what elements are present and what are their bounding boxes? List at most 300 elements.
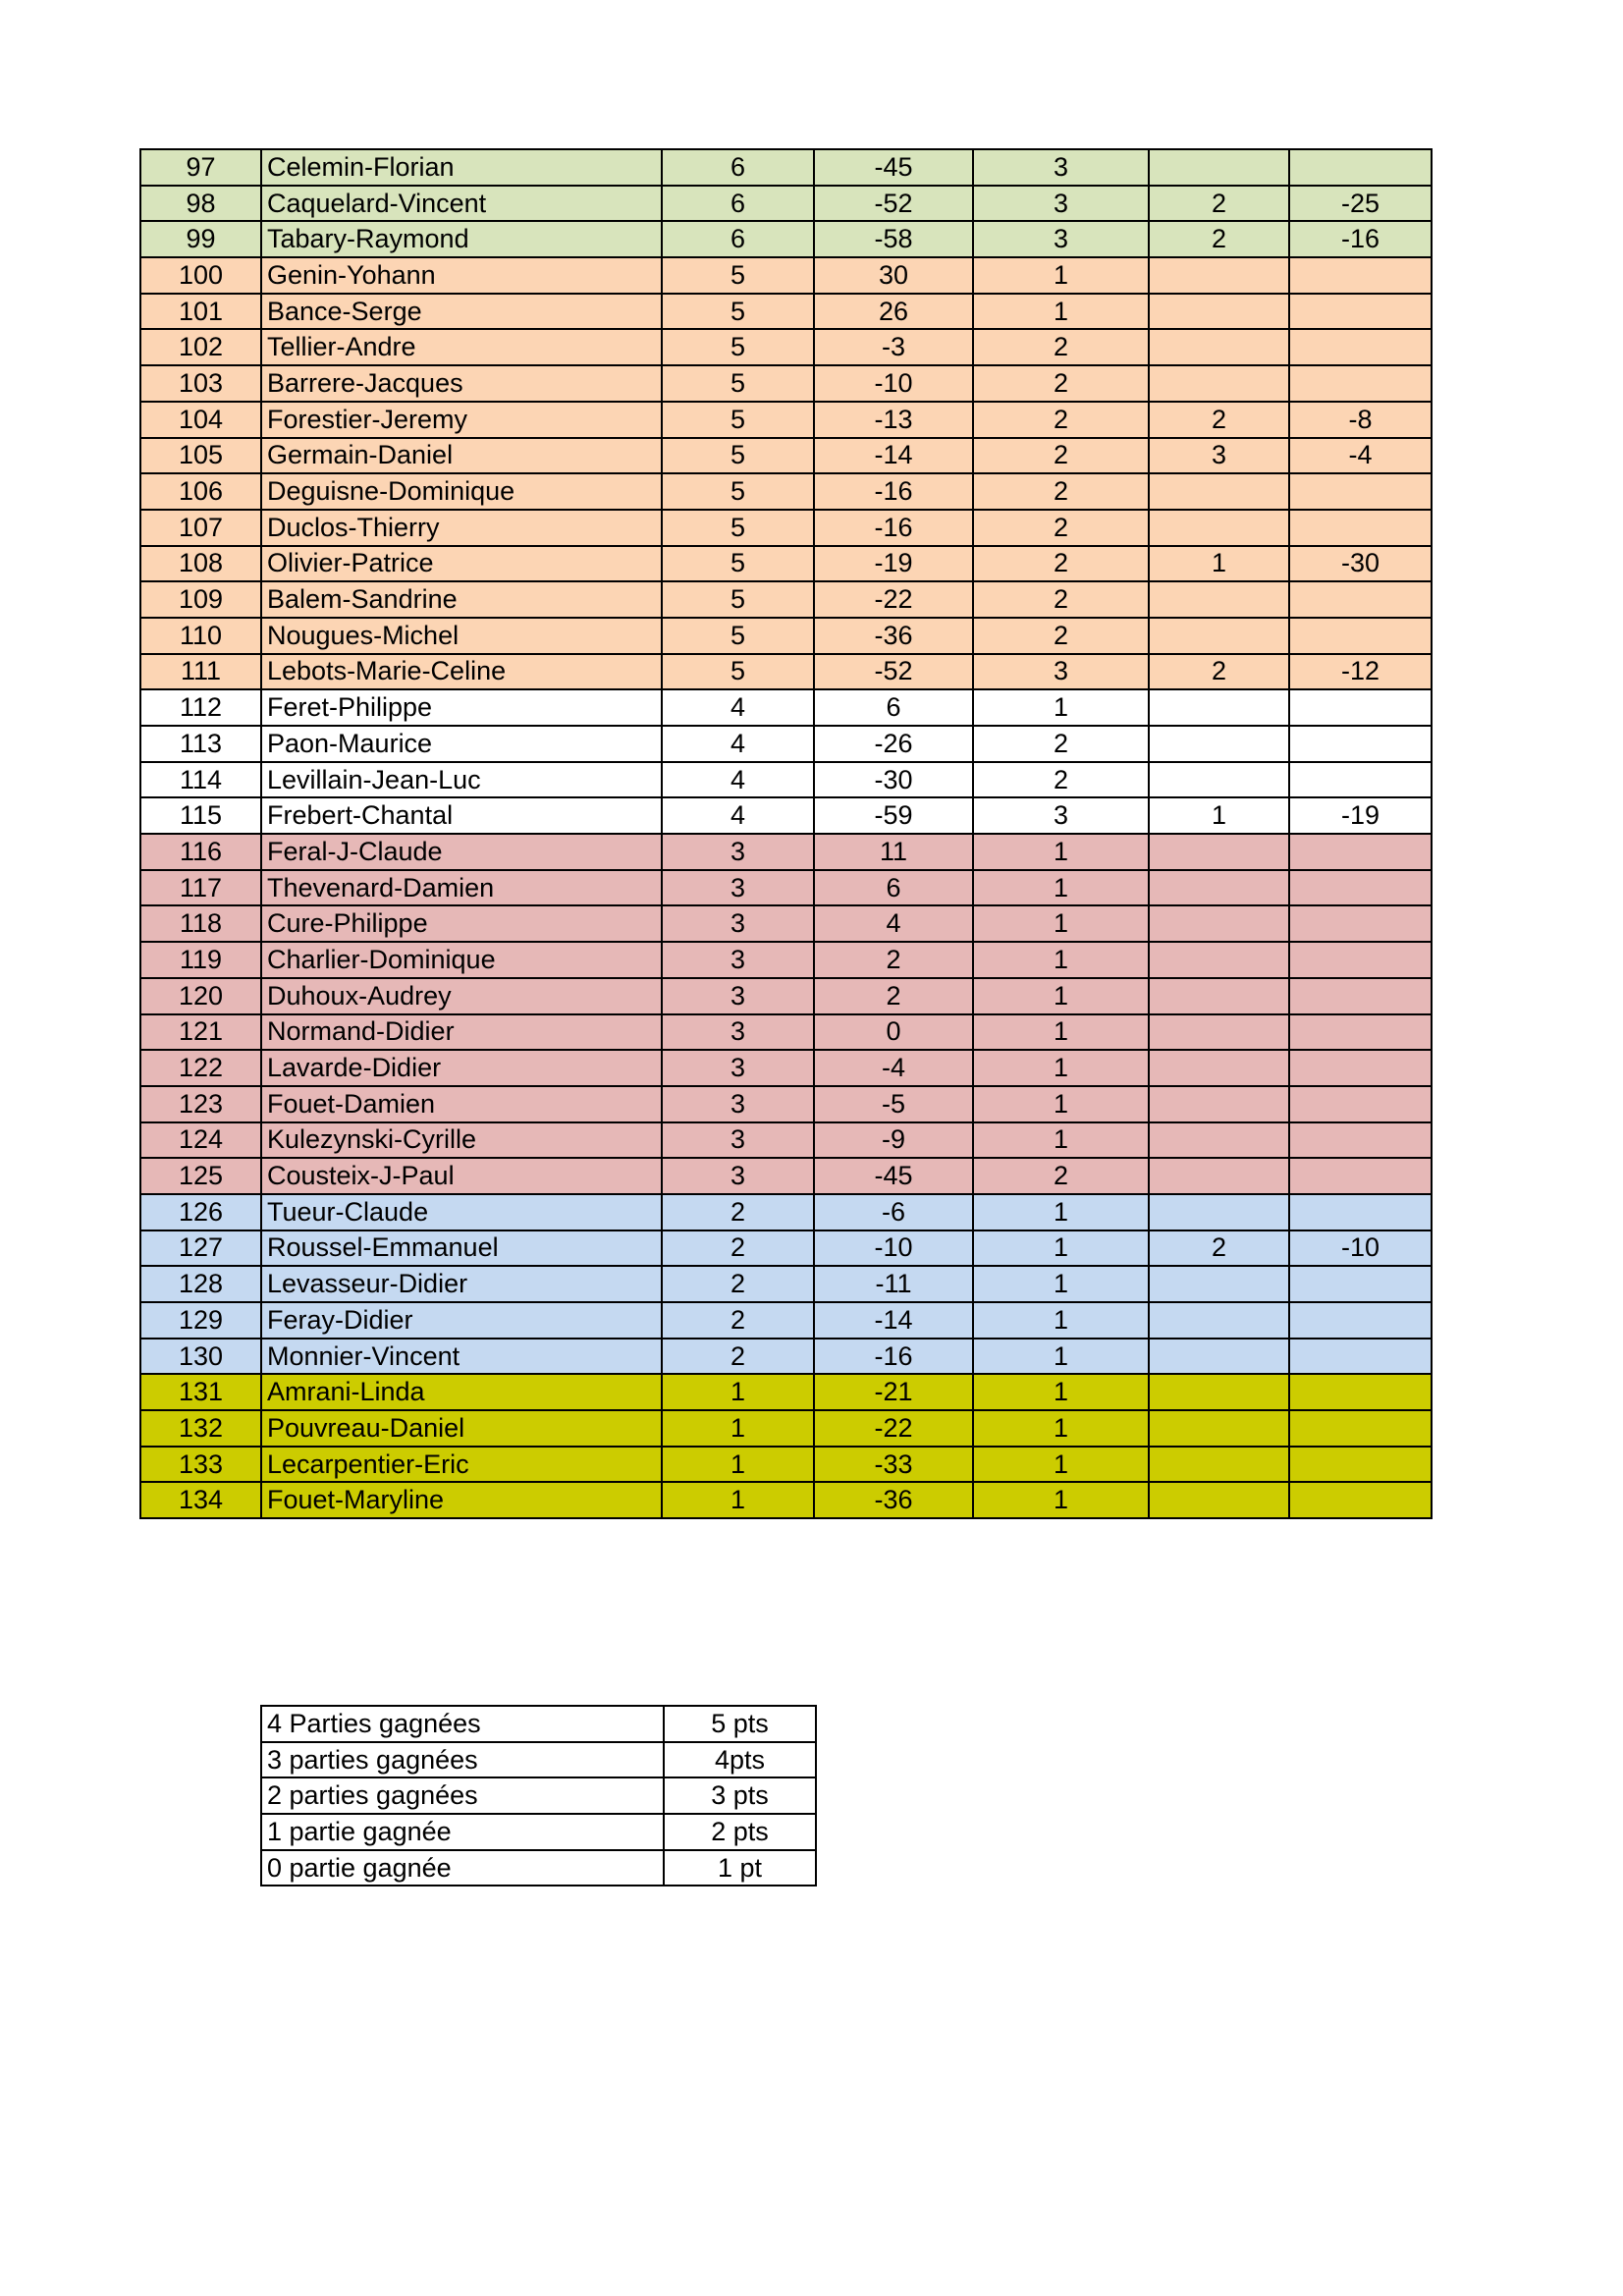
ranking-table bbox=[139, 148, 1433, 1519]
points-cell: 3 bbox=[662, 1014, 814, 1051]
goal-difference-cell: 0 bbox=[814, 1014, 973, 1051]
points-cell: 5 bbox=[662, 510, 814, 546]
table-row bbox=[140, 1158, 1432, 1194]
wins-cell: 3 bbox=[973, 221, 1149, 257]
player-name-cell: Deguisne-Dominique bbox=[261, 473, 662, 510]
player-name-cell: Duhoux-Audrey bbox=[261, 978, 662, 1014]
wins-cell: 3 bbox=[973, 149, 1149, 186]
goal-difference-cell: -22 bbox=[814, 1410, 973, 1447]
extra-column-1-cell bbox=[1149, 329, 1289, 365]
extra-column-2-cell bbox=[1289, 510, 1432, 546]
rank-cell: 132 bbox=[140, 1410, 261, 1447]
extra-column-2-cell bbox=[1289, 1266, 1432, 1302]
table-row bbox=[140, 905, 1432, 942]
rank-cell: 101 bbox=[140, 294, 261, 330]
rank-cell: 120 bbox=[140, 978, 261, 1014]
goal-difference-cell: -10 bbox=[814, 1230, 973, 1267]
table-row bbox=[140, 221, 1432, 257]
extra-column-1-cell bbox=[1149, 473, 1289, 510]
player-name-cell: Lecarpentier-Eric bbox=[261, 1447, 662, 1483]
extra-column-2-cell bbox=[1289, 978, 1432, 1014]
player-name-cell: Kulezynski-Cyrille bbox=[261, 1122, 662, 1159]
extra-column-1-cell bbox=[1149, 365, 1289, 402]
wins-cell: 1 bbox=[973, 905, 1149, 942]
extra-column-1-cell bbox=[1149, 1086, 1289, 1122]
extra-column-1-cell bbox=[1149, 905, 1289, 942]
rank-cell: 131 bbox=[140, 1374, 261, 1410]
points-cell: 4 bbox=[662, 797, 814, 834]
wins-cell: 2 bbox=[973, 473, 1149, 510]
points-cell: 3 bbox=[662, 905, 814, 942]
player-name-cell: Feret-Philippe bbox=[261, 689, 662, 726]
table-row bbox=[140, 438, 1432, 474]
extra-column-2-cell bbox=[1289, 1122, 1432, 1159]
table-row bbox=[140, 1230, 1432, 1267]
goal-difference-cell: -16 bbox=[814, 1339, 973, 1375]
points-cell: 2 bbox=[662, 1230, 814, 1267]
legend-value-cell: 2 pts bbox=[664, 1814, 816, 1850]
wins-cell: 2 bbox=[973, 365, 1149, 402]
table-row bbox=[140, 257, 1432, 294]
points-cell: 5 bbox=[662, 402, 814, 438]
extra-column-1-cell: 2 bbox=[1149, 402, 1289, 438]
extra-column-2-cell bbox=[1289, 1194, 1432, 1230]
player-name-cell: Bance-Serge bbox=[261, 294, 662, 330]
table-row bbox=[140, 654, 1432, 690]
rank-cell: 115 bbox=[140, 797, 261, 834]
table-row bbox=[140, 870, 1432, 906]
player-name-cell: Lebots-Marie-Celine bbox=[261, 654, 662, 690]
extra-column-2-cell bbox=[1289, 689, 1432, 726]
goal-difference-cell: 26 bbox=[814, 294, 973, 330]
goal-difference-cell: 30 bbox=[814, 257, 973, 294]
player-name-cell: Tabary-Raymond bbox=[261, 221, 662, 257]
table-row bbox=[140, 402, 1432, 438]
extra-column-1-cell: 2 bbox=[1149, 221, 1289, 257]
table-row bbox=[140, 1302, 1432, 1339]
wins-cell: 1 bbox=[973, 1447, 1149, 1483]
extra-column-1-cell bbox=[1149, 1122, 1289, 1159]
extra-column-2-cell bbox=[1289, 1482, 1432, 1518]
extra-column-1-cell: 1 bbox=[1149, 797, 1289, 834]
rank-cell: 113 bbox=[140, 726, 261, 762]
goal-difference-cell: -6 bbox=[814, 1194, 973, 1230]
extra-column-1-cell bbox=[1149, 1447, 1289, 1483]
rank-cell: 129 bbox=[140, 1302, 261, 1339]
extra-column-1-cell bbox=[1149, 942, 1289, 978]
extra-column-1-cell bbox=[1149, 581, 1289, 618]
goal-difference-cell: 6 bbox=[814, 689, 973, 726]
legend-row bbox=[261, 1706, 816, 1742]
rank-cell: 122 bbox=[140, 1050, 261, 1086]
extra-column-2-cell bbox=[1289, 1374, 1432, 1410]
extra-column-1-cell bbox=[1149, 1266, 1289, 1302]
legend-row bbox=[261, 1777, 816, 1814]
wins-cell: 1 bbox=[973, 942, 1149, 978]
table-row bbox=[140, 510, 1432, 546]
rank-cell: 100 bbox=[140, 257, 261, 294]
extra-column-1-cell bbox=[1149, 978, 1289, 1014]
rank-cell: 102 bbox=[140, 329, 261, 365]
goal-difference-cell: -5 bbox=[814, 1086, 973, 1122]
wins-cell: 2 bbox=[973, 402, 1149, 438]
table-row bbox=[140, 618, 1432, 654]
extra-column-2-cell: -4 bbox=[1289, 438, 1432, 474]
extra-column-1-cell bbox=[1149, 1374, 1289, 1410]
legend-row bbox=[261, 1742, 816, 1778]
table-row bbox=[140, 1447, 1432, 1483]
extra-column-2-cell: -10 bbox=[1289, 1230, 1432, 1267]
extra-column-2-cell bbox=[1289, 1447, 1432, 1483]
extra-column-2-cell: -25 bbox=[1289, 186, 1432, 222]
table-row bbox=[140, 149, 1432, 186]
rank-cell: 124 bbox=[140, 1122, 261, 1159]
extra-column-2-cell bbox=[1289, 1050, 1432, 1086]
player-name-cell: Olivier-Patrice bbox=[261, 546, 662, 582]
extra-column-1-cell bbox=[1149, 762, 1289, 798]
rank-cell: 117 bbox=[140, 870, 261, 906]
wins-cell: 1 bbox=[973, 1339, 1149, 1375]
table-row bbox=[140, 1266, 1432, 1302]
rank-cell: 116 bbox=[140, 834, 261, 870]
wins-cell: 2 bbox=[973, 618, 1149, 654]
table-row bbox=[140, 978, 1432, 1014]
extra-column-2-cell bbox=[1289, 1158, 1432, 1194]
points-cell: 3 bbox=[662, 1086, 814, 1122]
points-cell: 2 bbox=[662, 1266, 814, 1302]
rank-cell: 121 bbox=[140, 1014, 261, 1051]
goal-difference-cell: -21 bbox=[814, 1374, 973, 1410]
player-name-cell: Caquelard-Vincent bbox=[261, 186, 662, 222]
wins-cell: 2 bbox=[973, 329, 1149, 365]
extra-column-1-cell bbox=[1149, 1410, 1289, 1447]
table-row bbox=[140, 797, 1432, 834]
wins-cell: 1 bbox=[973, 1050, 1149, 1086]
rank-cell: 104 bbox=[140, 402, 261, 438]
points-cell: 3 bbox=[662, 978, 814, 1014]
wins-cell: 1 bbox=[973, 1014, 1149, 1051]
wins-cell: 1 bbox=[973, 294, 1149, 330]
points-cell: 2 bbox=[662, 1302, 814, 1339]
points-cell: 5 bbox=[662, 294, 814, 330]
extra-column-1-cell bbox=[1149, 294, 1289, 330]
table-row bbox=[140, 365, 1432, 402]
extra-column-1-cell bbox=[1149, 510, 1289, 546]
table-row bbox=[140, 1410, 1432, 1447]
wins-cell: 1 bbox=[973, 689, 1149, 726]
player-name-cell: Balem-Sandrine bbox=[261, 581, 662, 618]
extra-column-2-cell bbox=[1289, 942, 1432, 978]
goal-difference-cell: -45 bbox=[814, 1158, 973, 1194]
points-cell: 5 bbox=[662, 438, 814, 474]
wins-cell: 2 bbox=[973, 726, 1149, 762]
wins-cell: 3 bbox=[973, 186, 1149, 222]
goal-difference-cell: -3 bbox=[814, 329, 973, 365]
wins-cell: 1 bbox=[973, 1230, 1149, 1267]
rank-cell: 114 bbox=[140, 762, 261, 798]
table-row bbox=[140, 1086, 1432, 1122]
goal-difference-cell: -58 bbox=[814, 221, 973, 257]
extra-column-2-cell bbox=[1289, 473, 1432, 510]
goal-difference-cell: -9 bbox=[814, 1122, 973, 1159]
points-cell: 5 bbox=[662, 618, 814, 654]
ranking-table-body bbox=[140, 149, 1432, 1518]
wins-cell: 1 bbox=[973, 1086, 1149, 1122]
extra-column-1-cell bbox=[1149, 1014, 1289, 1051]
extra-column-1-cell: 2 bbox=[1149, 1230, 1289, 1267]
player-name-cell: Barrere-Jacques bbox=[261, 365, 662, 402]
legend-value-cell: 1 pt bbox=[664, 1850, 816, 1886]
goal-difference-cell: -16 bbox=[814, 473, 973, 510]
table-row bbox=[140, 186, 1432, 222]
extra-column-2-cell: -16 bbox=[1289, 221, 1432, 257]
player-name-cell: Normand-Didier bbox=[261, 1014, 662, 1051]
points-cell: 6 bbox=[662, 149, 814, 186]
player-name-cell: Levasseur-Didier bbox=[261, 1266, 662, 1302]
player-name-cell: Roussel-Emmanuel bbox=[261, 1230, 662, 1267]
player-name-cell: Tueur-Claude bbox=[261, 1194, 662, 1230]
points-cell: 6 bbox=[662, 221, 814, 257]
legend-value-cell: 5 pts bbox=[664, 1706, 816, 1742]
table-row bbox=[140, 1482, 1432, 1518]
points-cell: 2 bbox=[662, 1194, 814, 1230]
rank-cell: 127 bbox=[140, 1230, 261, 1267]
points-cell: 4 bbox=[662, 762, 814, 798]
goal-difference-cell: -45 bbox=[814, 149, 973, 186]
legend-value-cell: 3 pts bbox=[664, 1777, 816, 1814]
player-name-cell: Genin-Yohann bbox=[261, 257, 662, 294]
extra-column-2-cell bbox=[1289, 726, 1432, 762]
goal-difference-cell: -36 bbox=[814, 1482, 973, 1518]
wins-cell: 1 bbox=[973, 1410, 1149, 1447]
player-name-cell: Cousteix-J-Paul bbox=[261, 1158, 662, 1194]
goal-difference-cell: -10 bbox=[814, 365, 973, 402]
extra-column-2-cell bbox=[1289, 618, 1432, 654]
extra-column-2-cell bbox=[1289, 1410, 1432, 1447]
player-name-cell: Monnier-Vincent bbox=[261, 1339, 662, 1375]
player-name-cell: Cure-Philippe bbox=[261, 905, 662, 942]
player-name-cell: Duclos-Thierry bbox=[261, 510, 662, 546]
goal-difference-cell: -13 bbox=[814, 402, 973, 438]
player-name-cell: Pouvreau-Daniel bbox=[261, 1410, 662, 1447]
extra-column-2-cell bbox=[1289, 834, 1432, 870]
wins-cell: 2 bbox=[973, 1158, 1149, 1194]
player-name-cell: Tellier-Andre bbox=[261, 329, 662, 365]
extra-column-2-cell bbox=[1289, 1014, 1432, 1051]
table-row bbox=[140, 726, 1432, 762]
rank-cell: 111 bbox=[140, 654, 261, 690]
points-cell: 5 bbox=[662, 473, 814, 510]
goal-difference-cell: -33 bbox=[814, 1447, 973, 1483]
goal-difference-cell: 11 bbox=[814, 834, 973, 870]
wins-cell: 2 bbox=[973, 581, 1149, 618]
table-row bbox=[140, 546, 1432, 582]
rank-cell: 105 bbox=[140, 438, 261, 474]
goal-difference-cell: 2 bbox=[814, 942, 973, 978]
table-row bbox=[140, 1050, 1432, 1086]
extra-column-1-cell bbox=[1149, 149, 1289, 186]
table-row bbox=[140, 329, 1432, 365]
rank-cell: 107 bbox=[140, 510, 261, 546]
rank-cell: 110 bbox=[140, 618, 261, 654]
table-row bbox=[140, 834, 1432, 870]
wins-cell: 2 bbox=[973, 762, 1149, 798]
wins-cell: 3 bbox=[973, 797, 1149, 834]
rank-cell: 109 bbox=[140, 581, 261, 618]
rank-cell: 123 bbox=[140, 1086, 261, 1122]
extra-column-2-cell bbox=[1289, 365, 1432, 402]
player-name-cell: Fouet-Maryline bbox=[261, 1482, 662, 1518]
points-cell: 3 bbox=[662, 942, 814, 978]
goal-difference-cell: -26 bbox=[814, 726, 973, 762]
extra-column-2-cell bbox=[1289, 257, 1432, 294]
extra-column-1-cell bbox=[1149, 1194, 1289, 1230]
goal-difference-cell: -52 bbox=[814, 654, 973, 690]
rank-cell: 98 bbox=[140, 186, 261, 222]
points-cell: 1 bbox=[662, 1410, 814, 1447]
wins-cell: 2 bbox=[973, 438, 1149, 474]
extra-column-1-cell bbox=[1149, 1339, 1289, 1375]
player-name-cell: Fouet-Damien bbox=[261, 1086, 662, 1122]
extra-column-2-cell bbox=[1289, 870, 1432, 906]
extra-column-2-cell bbox=[1289, 905, 1432, 942]
goal-difference-cell: -59 bbox=[814, 797, 973, 834]
goal-difference-cell: -14 bbox=[814, 438, 973, 474]
extra-column-2-cell bbox=[1289, 1086, 1432, 1122]
wins-cell: 1 bbox=[973, 870, 1149, 906]
goal-difference-cell: -19 bbox=[814, 546, 973, 582]
player-name-cell: Lavarde-Didier bbox=[261, 1050, 662, 1086]
extra-column-1-cell: 2 bbox=[1149, 186, 1289, 222]
extra-column-1-cell bbox=[1149, 726, 1289, 762]
player-name-cell: Celemin-Florian bbox=[261, 149, 662, 186]
points-cell: 2 bbox=[662, 1339, 814, 1375]
extra-column-2-cell: -8 bbox=[1289, 402, 1432, 438]
rank-cell: 99 bbox=[140, 221, 261, 257]
points-cell: 4 bbox=[662, 726, 814, 762]
table-row bbox=[140, 1014, 1432, 1051]
extra-column-2-cell bbox=[1289, 762, 1432, 798]
player-name-cell: Amrani-Linda bbox=[261, 1374, 662, 1410]
table-row bbox=[140, 942, 1432, 978]
legend-label-cell: 0 partie gagnée bbox=[261, 1850, 664, 1886]
rank-cell: 126 bbox=[140, 1194, 261, 1230]
rank-cell: 125 bbox=[140, 1158, 261, 1194]
player-name-cell: Frebert-Chantal bbox=[261, 797, 662, 834]
extra-column-2-cell bbox=[1289, 1339, 1432, 1375]
points-cell: 5 bbox=[662, 329, 814, 365]
wins-cell: 1 bbox=[973, 1194, 1149, 1230]
table-row bbox=[140, 294, 1432, 330]
wins-cell: 1 bbox=[973, 1122, 1149, 1159]
extra-column-1-cell: 3 bbox=[1149, 438, 1289, 474]
points-cell: 3 bbox=[662, 1158, 814, 1194]
points-cell: 5 bbox=[662, 581, 814, 618]
rank-cell: 119 bbox=[140, 942, 261, 978]
legend-row bbox=[261, 1814, 816, 1850]
extra-column-1-cell bbox=[1149, 1158, 1289, 1194]
extra-column-1-cell: 1 bbox=[1149, 546, 1289, 582]
rank-cell: 133 bbox=[140, 1447, 261, 1483]
goal-difference-cell: 6 bbox=[814, 870, 973, 906]
table-row bbox=[140, 1122, 1432, 1159]
points-legend-body bbox=[261, 1706, 816, 1886]
points-cell: 1 bbox=[662, 1374, 814, 1410]
points-legend-table bbox=[260, 1705, 817, 1886]
rank-cell: 130 bbox=[140, 1339, 261, 1375]
rank-cell: 103 bbox=[140, 365, 261, 402]
wins-cell: 1 bbox=[973, 1266, 1149, 1302]
points-cell: 1 bbox=[662, 1482, 814, 1518]
points-cell: 5 bbox=[662, 654, 814, 690]
extra-column-2-cell bbox=[1289, 581, 1432, 618]
goal-difference-cell: 4 bbox=[814, 905, 973, 942]
player-name-cell: Paon-Maurice bbox=[261, 726, 662, 762]
goal-difference-cell: -16 bbox=[814, 510, 973, 546]
extra-column-1-cell bbox=[1149, 870, 1289, 906]
wins-cell: 1 bbox=[973, 978, 1149, 1014]
extra-column-1-cell bbox=[1149, 1482, 1289, 1518]
player-name-cell: Forestier-Jeremy bbox=[261, 402, 662, 438]
legend-label-cell: 4 Parties gagnées bbox=[261, 1706, 664, 1742]
wins-cell: 1 bbox=[973, 834, 1149, 870]
player-name-cell: Germain-Daniel bbox=[261, 438, 662, 474]
extra-column-2-cell bbox=[1289, 329, 1432, 365]
rank-cell: 118 bbox=[140, 905, 261, 942]
table-row bbox=[140, 689, 1432, 726]
rank-cell: 128 bbox=[140, 1266, 261, 1302]
extra-column-1-cell: 2 bbox=[1149, 654, 1289, 690]
points-cell: 3 bbox=[662, 834, 814, 870]
rank-cell: 112 bbox=[140, 689, 261, 726]
wins-cell: 2 bbox=[973, 546, 1149, 582]
wins-cell: 1 bbox=[973, 257, 1149, 294]
wins-cell: 2 bbox=[973, 510, 1149, 546]
extra-column-2-cell bbox=[1289, 149, 1432, 186]
table-row bbox=[140, 581, 1432, 618]
goal-difference-cell: -22 bbox=[814, 581, 973, 618]
points-cell: 5 bbox=[662, 546, 814, 582]
legend-label-cell: 1 partie gagnée bbox=[261, 1814, 664, 1850]
player-name-cell: Feray-Didier bbox=[261, 1302, 662, 1339]
table-row bbox=[140, 473, 1432, 510]
points-cell: 6 bbox=[662, 186, 814, 222]
table-row bbox=[140, 1374, 1432, 1410]
player-name-cell: Feral-J-Claude bbox=[261, 834, 662, 870]
player-name-cell: Nougues-Michel bbox=[261, 618, 662, 654]
extra-column-2-cell: -30 bbox=[1289, 546, 1432, 582]
player-name-cell: Charlier-Dominique bbox=[261, 942, 662, 978]
points-cell: 1 bbox=[662, 1447, 814, 1483]
points-cell: 4 bbox=[662, 689, 814, 726]
extra-column-1-cell bbox=[1149, 834, 1289, 870]
extra-column-1-cell bbox=[1149, 1050, 1289, 1086]
legend-value-cell: 4pts bbox=[664, 1742, 816, 1778]
table-row bbox=[140, 1194, 1432, 1230]
extra-column-2-cell bbox=[1289, 1302, 1432, 1339]
rank-cell: 108 bbox=[140, 546, 261, 582]
extra-column-2-cell bbox=[1289, 294, 1432, 330]
extra-column-1-cell bbox=[1149, 689, 1289, 726]
extra-column-1-cell bbox=[1149, 257, 1289, 294]
wins-cell: 1 bbox=[973, 1302, 1149, 1339]
wins-cell: 1 bbox=[973, 1374, 1149, 1410]
table-row bbox=[140, 762, 1432, 798]
legend-label-cell: 3 parties gagnées bbox=[261, 1742, 664, 1778]
rank-cell: 106 bbox=[140, 473, 261, 510]
points-cell: 3 bbox=[662, 870, 814, 906]
points-cell: 3 bbox=[662, 1122, 814, 1159]
